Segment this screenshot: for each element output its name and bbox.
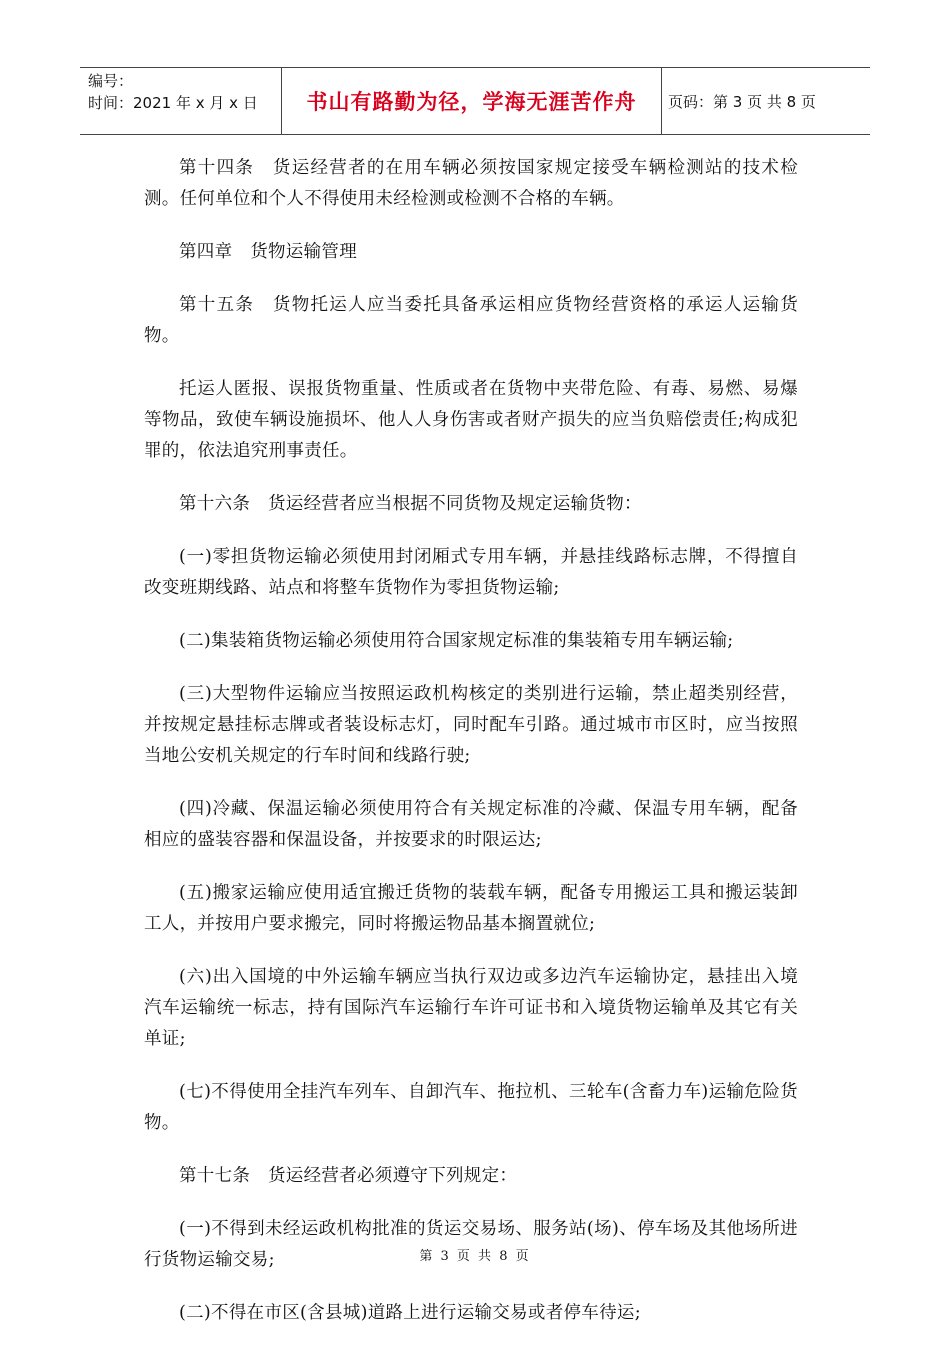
page-header: [80, 67, 870, 135]
paragraph: 第十七条 货运经营者必须遵守下列规定：: [179, 1166, 518, 1186]
paragraph: 第十五条 货物托运人应当委托具备承运相应货物经营资格的承运人运输货物。: [144, 295, 798, 346]
header-meta: [80, 68, 282, 134]
document-number: 编号：: [88, 72, 134, 90]
paragraph: 托运人匿报、误报货物重量、性质或者在货物中夹带危险、有毒、易燃、易爆等物品，致使车辆设施损坏、他人人身伤害或者财产损失的应当负赔偿责任;构成犯罪的，依法追究刑事责任。: [144, 379, 798, 461]
list-item: (四)冷藏、保温运输必须使用符合有关规定标准的冷藏、保温专用车辆，配备相应的盛装容器和保温设备，并按要求的时限运达;: [144, 799, 798, 850]
list-item: (七)不得使用全挂汽车列车、自卸汽车、拖拉机、三轮车(含畜力车)运输危险货物。: [144, 1082, 798, 1133]
paragraph: 第十四条 货运经营者的在用车辆必须按国家规定接受车辆检测站的技术检测。任何单位和个人不得使用未经检测或检测不合格的车辆。: [144, 158, 798, 209]
page-footer: 第 3 页 共 8 页: [419, 1249, 531, 1264]
list-item: (五)搬家运输应使用适宜搬迁货物的装载车辆，配备专用搬运工具和搬运装卸工人，并按用户要求搬完，同时将搬运物品基本搁置就位;: [144, 883, 798, 934]
header-page-number: 页码：第 3 页 共 8 页: [668, 92, 816, 111]
list-item: (一)零担货物运输必须使用封闭厢式专用车辆，并悬挂线路标志牌，不得擅自改变班期线路、站点和将整车货物作为零担货物运输;: [144, 547, 798, 598]
paragraph: 第十六条 货运经营者应当根据不同货物及规定运输货物：: [179, 494, 642, 514]
document-date: 时间：2021 年 x 月 x 日: [88, 94, 258, 112]
list-item: (二)不得在市区(含县城)道路上进行运输交易或者停车待运;: [179, 1303, 641, 1323]
header-motto: 书山有路勤为径，学海无涯苦作舟: [282, 68, 662, 134]
document-body: [144, 153, 798, 1351]
chapter-heading: 第四章 货物运输管理: [179, 242, 357, 262]
list-item: (二)集装箱货物运输必须使用符合国家规定标准的集装箱专用车辆运输;: [179, 631, 734, 651]
list-item: (六)出入国境的中外运输车辆应当执行双边或多边汽车运输协定，悬挂出入境汽车运输统一标志，持有国际汽车运输行车许可证书和入境货物运输单及其它有关单证;: [144, 967, 798, 1049]
list-item: (三)大型物件运输应当按照运政机构核定的类别进行运输，禁止超类别经营，并按规定悬挂标志牌或者装设标志灯，同时配车引路。通过城市市区时，应当按照当地公安机关规定的行车时间和线路行驶;: [144, 684, 798, 766]
list-item: (一)不得到未经运政机构批准的货运交易场、服务站(场)、停车场及其他场所进行货物运输交易;: [144, 1219, 798, 1270]
